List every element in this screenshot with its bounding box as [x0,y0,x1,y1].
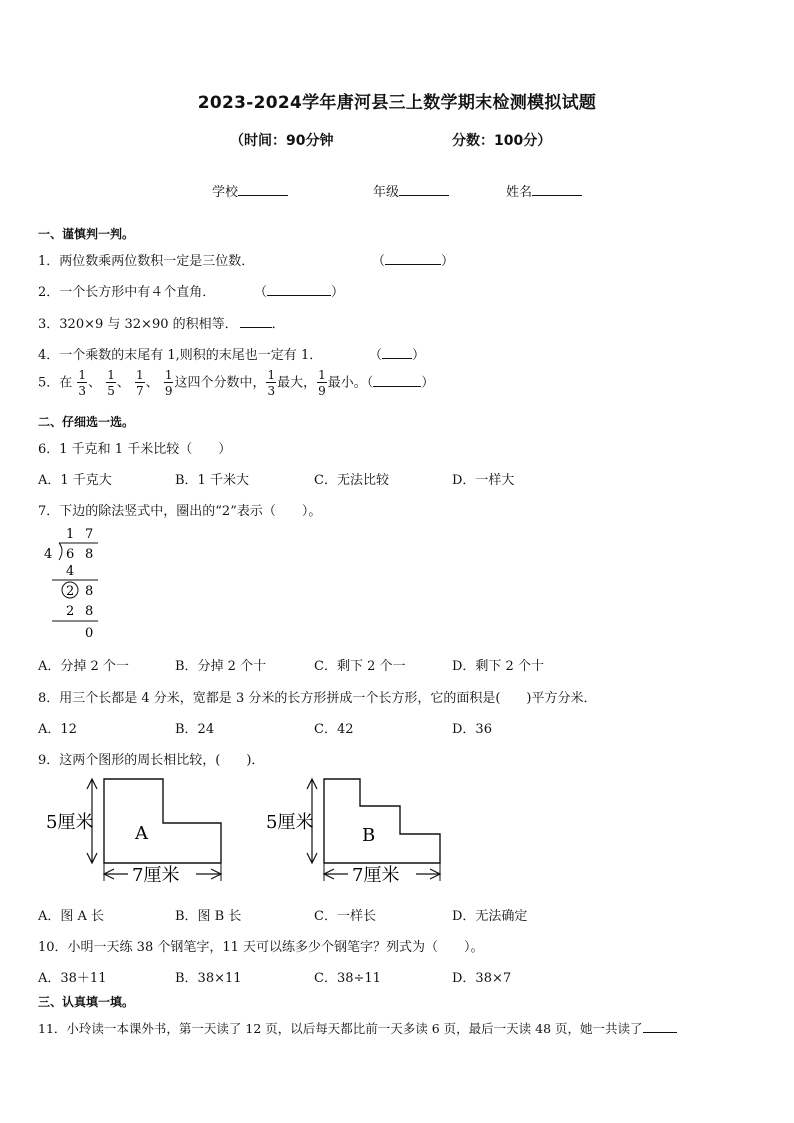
division-bracket [59,543,62,560]
paren-open: （ [372,254,386,269]
paren-open: （ [369,348,383,363]
q9-option-d[interactable]: D．无法确定 [452,909,528,924]
question-3 [38,313,285,332]
question-8: 8．用三个长都是 4 分米，宽都是 3 分米的长方形拼成一个长方形，它的面积是( )平方分米． [38,691,597,706]
fraction: $\frac{1}{5}$ [107,368,115,398]
shape-b [324,779,440,863]
question-3-end: ． [271,317,285,332]
quotient-digit: 7 [85,527,94,542]
question-5-least: 最小。（ [327,375,374,391]
step-digit: 4 [66,564,75,579]
question-3-text: 3．320×9 与 32×90 的积相等． [38,317,238,332]
height-label: 5厘米 [46,812,94,833]
question-1-text: 1．两位数乘两位数积一定是三位数． [38,254,255,269]
school-field [212,181,288,200]
q9-option-b[interactable]: B．图 B 长 [175,909,242,924]
q6-option-c[interactable]: C．无法比较 [314,473,389,488]
page-title: 2023-2024学年唐河县三上数学期末检测模拟试题 [197,93,597,113]
q6-option-b[interactable]: B．1 千米大 [175,473,249,488]
quotient-digit: 1 [66,527,75,542]
q7-option-c[interactable]: C．剩下 2 个一 [314,659,406,674]
question-7: 7．下边的除法竖式中，圈出的“2”表示（ ）。 [38,504,322,519]
question-2 [38,281,215,300]
question-5: 5．在 $\frac{1}{3}$ 、 $\frac{1}{5}$ 、 $\frac{1}{7}$ 、 $\frac{1}{9}$ 这四个分数中， $\frac{1}{3}$ 最大， $\frac{1}{9}$ 最小。（ ） [38,368,435,398]
name-field [506,181,582,200]
step-digit: 2 [66,584,75,599]
question-11-text: 11．小玲读一本课外书，第一天读了 12 页，以后每天都比前一天多读 6 页，最后一天读 48 页，她一共读了 [38,1021,643,1036]
section-3-heading: 三、认真填一填。 [38,995,135,1009]
fraction: $\frac{1}{3}$ [267,368,276,398]
answer-blank[interactable] [373,374,421,387]
paren-open: （ [254,285,268,300]
fraction: $\frac{1}{9}$ [164,368,173,398]
q9-option-c[interactable]: C．一样长 [314,909,376,924]
fraction: $\frac{1}{3}$ [78,368,87,398]
shape-a [104,779,221,863]
fraction: $\frac{1}{7}$ [136,368,144,398]
width-label: 7厘米 [352,865,400,886]
school-blank[interactable] [238,183,288,196]
question-6: 6．1 千克和 1 千米比较（ ） [38,442,232,457]
dividend-digit: 6 [66,547,75,562]
paren-close: ） [331,285,345,300]
figure-a [40,775,240,890]
name-label: 姓名 [506,185,533,200]
q9-option-a[interactable]: A．图 A 长 [38,909,105,924]
q8-option-b[interactable]: B．24 [175,722,215,737]
height-label: 5厘米 [266,812,314,833]
grade-field [373,181,449,200]
answer-blank[interactable] [643,1020,677,1033]
step-digit: 8 [85,604,94,619]
step-digit: 8 [85,584,94,599]
school-label: 学校 [212,185,239,200]
q7-option-d[interactable]: D．剩下 2 个十 [452,659,544,674]
question-1-answer [372,250,454,269]
question-1 [38,250,254,269]
label-a: A [135,823,148,844]
dividend-digit: 8 [85,547,94,562]
exam-score: 分数：100分） [452,133,552,149]
long-division [38,524,118,644]
q10-option-a[interactable]: A．38＋11 [38,971,107,986]
question-11 [38,1019,677,1037]
name-blank[interactable] [532,183,582,196]
q10-option-c[interactable]: C．38÷11 [314,971,381,986]
question-4-answer [369,344,425,363]
section-1-heading: 一、谨慎判一判。 [38,227,135,241]
remainder: 0 [85,626,94,641]
question-5-mid: 这四个分数中， [174,375,266,391]
q7-option-b[interactable]: B．分掉 2 个十 [175,659,267,674]
paren-close: ） [412,348,426,363]
q6-option-d[interactable]: D．一样大 [452,473,515,488]
q10-option-b[interactable]: B．38×11 [175,971,242,986]
question-9: 9．这两个图形的周长相比较，( )． [38,753,265,768]
question-10: 10．小明一天练 38 个钢笔字，11 天可以练多少个钢笔字？列式为（ ）。 [38,940,484,955]
q6-option-a[interactable]: A．1 千克大 [38,473,112,488]
divisor: 4 [44,547,53,562]
q10-option-d[interactable]: D．38×7 [452,971,512,986]
q8-option-a[interactable]: A．12 [38,722,77,737]
question-4 [38,344,322,363]
question-5-pre: 5．在 [38,375,73,391]
section-2-heading: 二、仔细选一选。 [38,415,135,429]
question-4-text: 4．一个乘数的末尾有 1,则积的末尾也一定有 1． [38,348,323,363]
answer-blank[interactable] [382,346,412,359]
grade-label: 年级 [373,185,400,200]
question-2-answer [254,281,344,300]
step-digit: 2 [66,604,75,619]
question-2-text: 2．一个长方形中有４个直角． [38,285,216,300]
exam-time: （时间：90分钟 [230,133,334,149]
fraction: $\frac{1}{9}$ [318,368,326,398]
label-b: B [362,825,376,846]
grade-blank[interactable] [399,183,449,196]
answer-blank[interactable] [240,315,272,328]
answer-blank[interactable] [267,283,331,296]
figure-b [260,775,460,890]
q7-option-a[interactable]: A．分掉 2 个一 [38,659,129,674]
width-label: 7厘米 [132,865,180,886]
paren-close: ） [421,375,435,391]
answer-blank[interactable] [385,252,441,265]
question-5-most: 最大， [277,375,317,391]
paren-close: ） [441,254,455,269]
q8-option-d[interactable]: D．36 [452,722,492,737]
q8-option-c[interactable]: C．42 [314,722,354,737]
